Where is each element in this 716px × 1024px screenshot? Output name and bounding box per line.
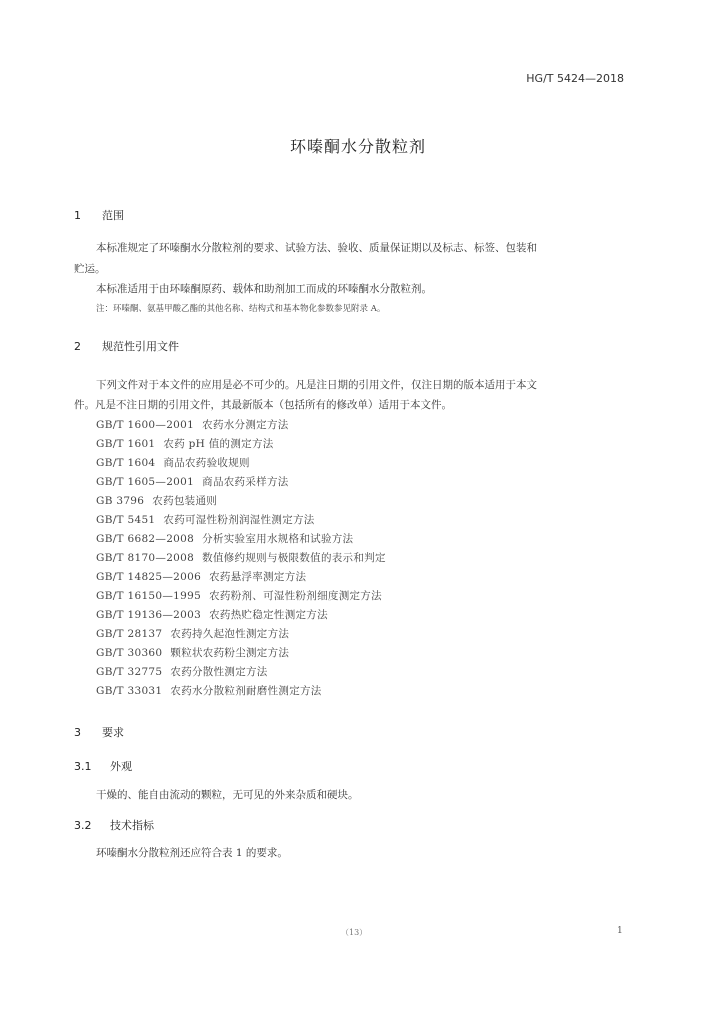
subsection-3-2-heading: [74, 817, 154, 833]
references-intro-line-2: 件。凡是不注日期的引用文件，其最新版本（包括所有的修改单）适用于本文件。: [74, 399, 452, 411]
reference-item: [96, 550, 386, 565]
reference-title: 数值修约规则与极限数值的表示和判定: [202, 552, 386, 564]
section-number: 1: [74, 209, 81, 222]
reference-code: GB/T 6682—2008: [96, 533, 195, 545]
reference-title: 农药包装通则: [152, 495, 218, 507]
reference-code: GB/T 33031: [96, 685, 163, 697]
reference-item: [96, 455, 250, 470]
document-title: 环嗪酮水分散粒剂: [289, 137, 426, 156]
reference-title: 商品农药采样方法: [202, 476, 289, 488]
reference-title: 农药水分测定方法: [202, 419, 289, 431]
reference-code: GB/T 28137: [96, 628, 163, 640]
subsection-title: 技术指标: [110, 819, 154, 832]
page-number: 1: [617, 926, 623, 936]
section-number: 2: [74, 340, 81, 353]
reference-item: [96, 493, 217, 508]
reference-item: [96, 607, 328, 622]
scope-paragraph-line-2: 贮运。: [74, 263, 106, 275]
reference-item: [96, 417, 289, 432]
reference-code: GB/T 1601: [96, 438, 156, 450]
reference-title: 商品农药验收规则: [163, 457, 250, 469]
section-2-heading: [74, 338, 179, 354]
reference-code: GB/T 5451: [96, 514, 156, 526]
reference-code: GB/T 1604: [96, 457, 156, 469]
reference-code: GB/T 1605—2001: [96, 476, 195, 488]
reference-title: 农药分散性测定方法: [170, 666, 268, 678]
reference-item: [96, 588, 382, 603]
subsection-number: 3.2: [74, 819, 92, 832]
reference-title: 农药粉剂、可湿性粉剂细度测定方法: [209, 590, 382, 602]
section-title: 范围: [102, 209, 124, 222]
reference-item: [96, 683, 322, 698]
subsection-number: 3.1: [74, 760, 92, 773]
scope-paragraph-2: 本标准适用于由环嗪酮原药、载体和助剂加工而成的环嗪酮水分散粒剂。: [96, 283, 432, 295]
section-number: 3: [74, 726, 81, 739]
reference-code: GB/T 32775: [96, 666, 163, 678]
footer-center-mark: （13）: [341, 928, 368, 937]
section-title: 规范性引用文件: [102, 340, 179, 353]
reference-code: GB/T 16150—1995: [96, 590, 202, 602]
section-3-heading: [74, 724, 124, 740]
subsection-title: 外观: [110, 760, 132, 773]
scope-note: 注：环嗪酮、氨基甲酸乙酯的其他名称、结构式和基本物化参数参见附录 A。: [96, 304, 386, 314]
reference-item: [96, 474, 289, 489]
references-intro-line-1: 下列文件对于本文件的应用是必不可少的。凡是注日期的引用文件，仅注日期的版本适用于本文: [96, 379, 537, 391]
reference-item: [96, 512, 315, 527]
scope-paragraph-line-1: 本标准规定了环嗪酮水分散粒剂的要求、试验方法、验收、质量保证期以及标志、标签、包装和: [96, 242, 537, 254]
reference-title: 农药热贮稳定性测定方法: [209, 609, 328, 621]
reference-code: GB/T 19136—2003: [96, 609, 202, 621]
reference-item: [96, 436, 274, 451]
reference-title: 农药悬浮率测定方法: [209, 571, 307, 583]
reference-title: 颗粒状农药粉尘测定方法: [170, 647, 290, 659]
reference-code: GB/T 1600—2001: [96, 419, 195, 431]
reference-code: GB/T 8170—2008: [96, 552, 195, 564]
reference-code: GB 3796: [96, 495, 145, 507]
reference-item: [96, 626, 289, 641]
reference-title: 农药水分散粒剂耐磨性测定方法: [170, 685, 322, 697]
reference-code: GB/T 14825—2006: [96, 571, 202, 583]
reference-title: 农药持久起泡性测定方法: [170, 628, 290, 640]
reference-item: [96, 569, 306, 584]
reference-title: 农药可湿性粉剂润湿性测定方法: [163, 514, 315, 526]
appearance-text: 干燥的、能自由流动的颗粒，无可见的外来杂质和硬块。: [96, 789, 359, 801]
technical-indicators-text: 环嗪酮水分散粒剂还应符合表 1 的要求。: [96, 847, 288, 859]
section-1-heading: [74, 207, 124, 223]
subsection-3-1-heading: [74, 758, 132, 774]
reference-title: 农药 pH 值的测定方法: [163, 438, 274, 450]
reference-item: [96, 645, 289, 660]
reference-item: [96, 531, 353, 546]
reference-code: GB/T 30360: [96, 647, 163, 659]
reference-item: [96, 664, 268, 679]
standard-code: HG/T 5424—2018: [526, 72, 624, 85]
section-title: 要求: [102, 726, 124, 739]
reference-title: 分析实验室用水规格和试验方法: [202, 533, 354, 545]
